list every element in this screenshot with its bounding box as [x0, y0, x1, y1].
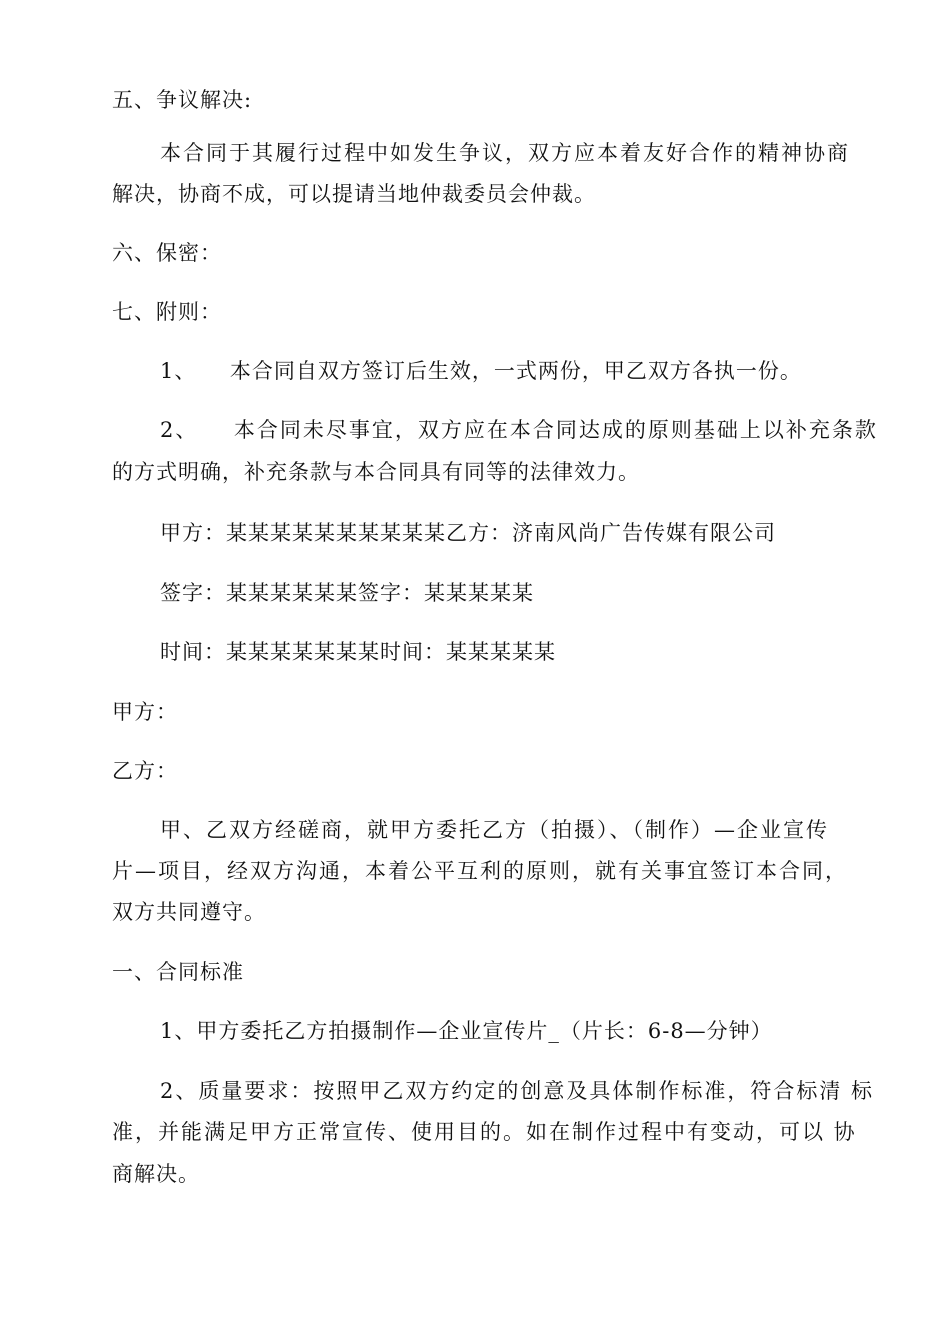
heading-confidentiality: 六、保密：: [112, 241, 222, 265]
paragraph-line: 准，并能满足甲方正常宣传、使用目的。如在制作过程中有变动，可以 协: [112, 1120, 857, 1144]
signature-party-line: 甲方：某某某某某某某某某某乙方：济南风尚广告传媒有限公司: [160, 521, 776, 545]
signature-date-line: 时间：某某某某某某某时间：某某某某某: [160, 640, 556, 664]
paragraph-line: 双方共同遵守。: [112, 900, 266, 924]
heading-dispute-resolution: 五、争议解决:: [112, 88, 253, 112]
paragraph-line: 解决，协商不成，可以提请当地仲裁委员会仲裁。: [112, 182, 596, 206]
party-a-label: 甲方：: [112, 700, 178, 724]
clause-item-2: 2、 本合同未尽事宜，双方应在本合同达成的原则基础上以补充条款: [160, 418, 878, 442]
heading-contract-standard: 一、合同标准: [112, 960, 244, 984]
paragraph-line: 甲、乙双方经磋商，就甲方委托乙方（拍摄）、（制作）—企业宣传: [160, 818, 829, 842]
standard-item-2: 2、质量要求：按照甲乙双方约定的创意及具体制作标准，符合标清 标: [160, 1079, 875, 1103]
heading-supplementary-provisions: 七、附则：: [112, 300, 222, 324]
paragraph-line: 本合同于其履行过程中如发生争议，双方应本着友好合作的精神协商: [160, 141, 850, 165]
party-b-label: 乙方：: [112, 759, 178, 783]
clause-item-1: 1、 本合同自双方签订后生效，一式两份，甲乙双方各执一份。: [160, 359, 802, 383]
paragraph-line: 的方式明确，补充条款与本合同具有同等的法律效力。: [112, 460, 640, 484]
signature-sign-line: 签字：某某某某某某签字：某某某某某: [160, 581, 534, 605]
paragraph-line: 片—项目，经双方沟通，本着公平互利的原则，就有关事宜签订本合同，: [112, 859, 848, 883]
standard-item-1: 1、甲方委托乙方拍摄制作—企业宣传片_（片长：6-8—分钟）: [160, 1019, 773, 1043]
paragraph-line: 商解决。: [112, 1162, 200, 1186]
